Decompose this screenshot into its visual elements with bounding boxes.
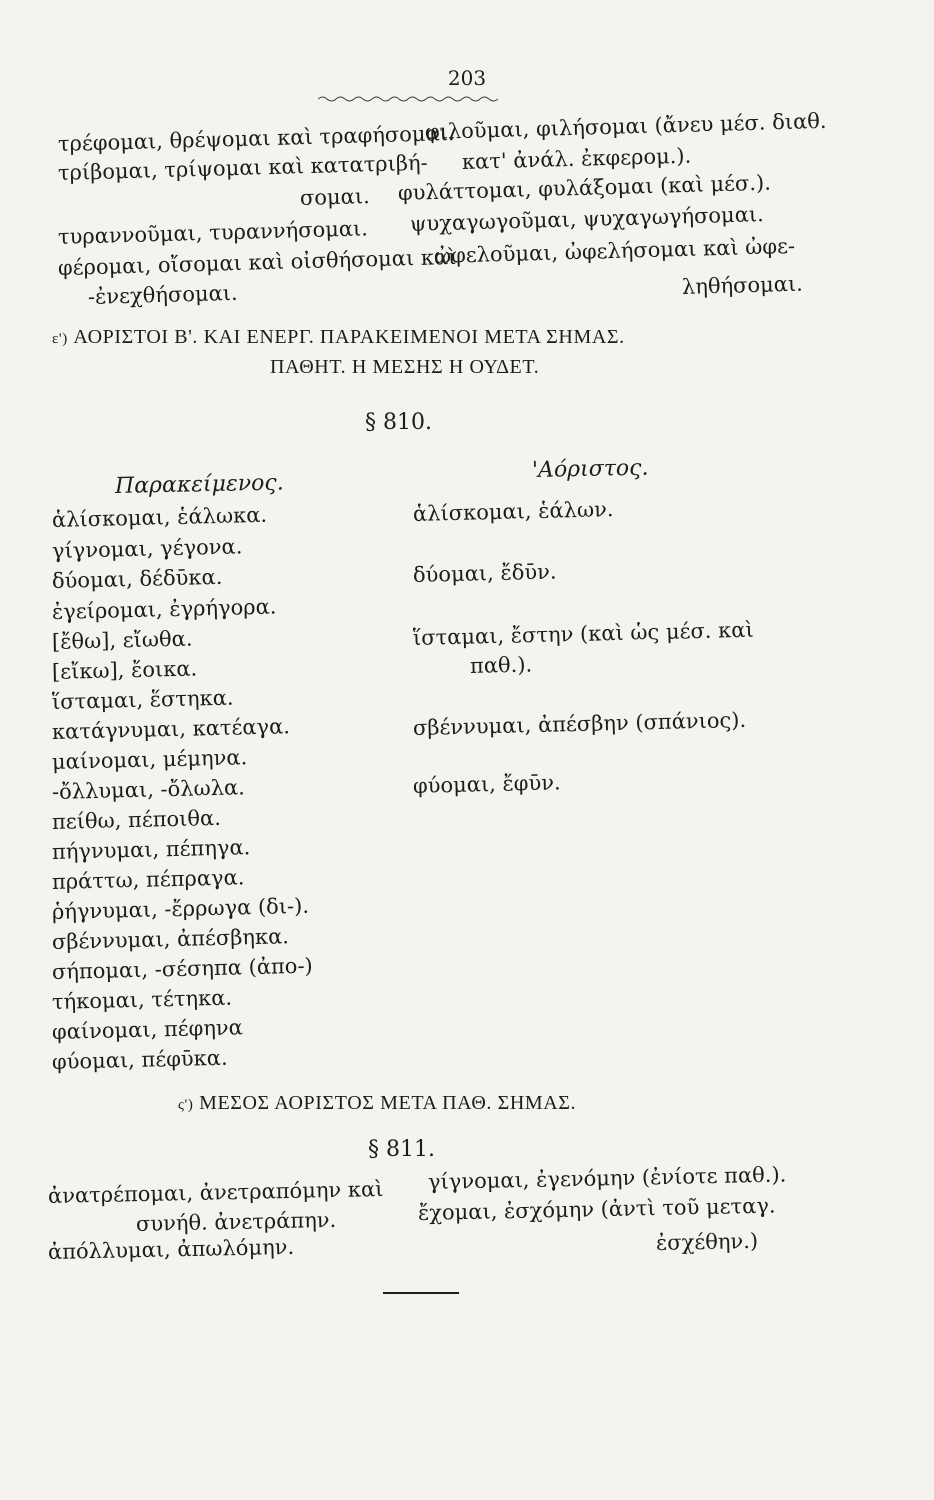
text-line: ἔχομαι, ἐσχόμην (ἀντὶ τοῦ μεταγ. <box>417 1193 776 1225</box>
column-title-perfect: Παρακείμενος. <box>114 470 284 499</box>
list-item: ἵσταμαι, ἔστην (καὶ ὡς μέσ. καὶ <box>412 617 754 650</box>
list-item: φύομαι, πέφῡκα. <box>51 1045 228 1074</box>
list-item: πράττω, πέπραγα. <box>51 865 245 894</box>
list-item: πείθω, πέποιθα. <box>51 805 222 834</box>
list-item: κατάγνυμαι, κατέαγα. <box>51 714 291 744</box>
section-marker: ε') ΑΟΡΙΣΤΟΙ Β'. ΚΑΙ ΕΝΕΡΓ. ΠΑΡΑΚΕΙΜΕΝΟΙ ΜΕΤΑ ΣΗΜΑΣ. <box>52 326 625 348</box>
text-line: κατ' ἀνάλ. ἐκφερομ.). <box>461 143 692 174</box>
list-item: γίγνομαι, γέγονα. <box>51 534 243 563</box>
paragraph-number: § 811. <box>368 1137 435 1162</box>
list-item: φύομαι, ἔφῡν. <box>412 770 561 798</box>
list-item: σβέννυμαι, ἀπέσβηκα. <box>51 924 290 954</box>
paragraph-number: § 810. <box>365 410 432 435</box>
page-number: 203 <box>447 66 487 90</box>
text-line: ληθήσομαι. <box>681 271 804 299</box>
list-item: παθ.). <box>469 652 533 678</box>
section-heading: ΜΕΣΟΣ ΑΟΡΙΣΤΟΣ ΜΕΤΑ ΠΑΘ. ΣΗΜΑΣ. <box>199 1092 577 1114</box>
text-line: φιλοῦμαι, φιλήσομαι (ἄνευ μέσ. διαθ. <box>424 108 827 144</box>
list-item: [ἔθω], εἴωθα. <box>51 626 193 654</box>
list-item: -ὄλλυμαι, -ὄλωλα. <box>51 775 246 804</box>
end-rule <box>383 1292 459 1294</box>
text-line: γίγνομαι, ἐγενόμην (ἐνίοτε παθ.). <box>427 1162 787 1194</box>
list-item: ἁλίσκομαι, ἑάλωκα. <box>51 502 268 532</box>
section-heading-line2: ΠΑΘΗΤ. Η ΜΕΣΗΣ Η ΟΥΔΕΤ. <box>270 356 540 378</box>
section-marker: ς') ΜΕΣΟΣ ΑΟΡΙΣΤΟΣ ΜΕΤΑ ΠΑΘ. ΣΗΜΑΣ. <box>178 1092 577 1114</box>
list-item: [εἴκω], ἔοικα. <box>51 656 198 684</box>
list-item: πήγνυμαι, πέπηγα. <box>51 835 251 864</box>
list-item: ἁλίσκομαι, ἑάλων. <box>412 497 614 526</box>
text-line: φυλάττομαι, φυλάξομαι (καὶ μέσ.). <box>397 170 772 205</box>
text-line: ψυχαγωγοῦμαι, ψυχαγωγήσομαι. <box>409 202 765 236</box>
text-line: ἀνατρέπομαι, ἀνετραπόμην καὶ <box>47 1176 384 1208</box>
column-title-aorist: 'Αόριστος. <box>531 455 649 483</box>
list-item: φαίνομαι, πέφηνα <box>51 1015 244 1044</box>
text-line: τυραννοῦμαι, τυραννήσομαι. <box>57 216 369 249</box>
list-item: ἐγείρομαι, ἐγρήγορα. <box>51 594 277 624</box>
wavy-ornament <box>318 94 498 104</box>
text-line: τρέφομαι, θρέψομαι καὶ τραφήσομαι. <box>57 120 455 156</box>
list-item: σβέννυμαι, ἀπέσβην (σπάνιος). <box>412 707 747 740</box>
text-line: ὠφελοῦμαι, ὠφελήσομαι καὶ ὠφε- <box>433 233 796 268</box>
text-line: φέρομαι, οἴσομαι καὶ οἰσθήσομαι καὶ <box>57 244 457 280</box>
list-item: ῥήγνυμαι, -ἔρρωγα (δι-). <box>51 893 310 924</box>
list-item: δύομαι, δέδῡκα. <box>51 564 223 593</box>
list-item: ἵσταμαι, ἕστηκα. <box>51 685 234 714</box>
text-line: ἀπόλλυμαι, ἀπωλόμην. <box>47 1234 295 1264</box>
list-item: μαίνομαι, μέμηνα. <box>51 745 248 774</box>
text-line: συνήθ. ἀνετράπην. <box>135 1207 337 1236</box>
text-line: τρίβομαι, τρίψομαι καὶ κατατριβή- <box>57 150 428 185</box>
list-item: τήκομαι, τέτηκα. <box>51 985 233 1014</box>
text-line: ἐσχέθην.) <box>655 1228 759 1255</box>
list-item: δύομαι, ἔδῡν. <box>412 559 557 587</box>
text-line: -ἐνεχθήσομαι. <box>87 280 238 309</box>
list-item: σήπομαι, -σέσηπα (ἀπο-) <box>51 953 313 984</box>
section-heading: ΑΟΡΙΣΤΟΙ Β'. ΚΑΙ ΕΝΕΡΓ. ΠΑΡΑΚΕΙΜΕΝΟΙ ΜΕΤΑ ΣΗΜΑΣ. <box>73 326 625 348</box>
text-line: σομαι. <box>299 184 371 210</box>
